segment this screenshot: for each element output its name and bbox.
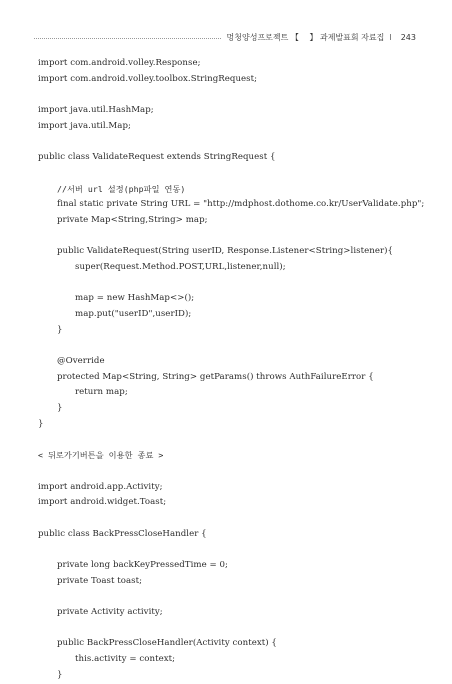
code-line (38, 542, 418, 558)
code-line (38, 589, 418, 605)
code-line (38, 87, 418, 103)
code-comment-line: < 뒤로가기버튼을 이용한 종료 > (38, 450, 164, 461)
header-separator: Ⅰ (389, 32, 392, 42)
code-line: map.put("userID",userID); (75, 309, 192, 319)
code-line: import android.app.Activity; (38, 481, 163, 492)
code-line: super(Request.Method.POST,URL,listener,null); (75, 261, 286, 272)
code-line: private Map<String,String> map; (57, 214, 208, 225)
code-line: import com.android.volley.toolbox.StringRequest; (38, 73, 258, 84)
page-header (34, 30, 416, 44)
code-comment-line: //서버 url 설정(php파일 연동) (57, 183, 186, 194)
code-line: public class BackPressCloseHandler { (38, 528, 207, 539)
code-line (38, 229, 418, 245)
code-line: import java.util.Map; (38, 120, 131, 131)
code-line: private long backKeyPressedTime = 0; (57, 560, 228, 570)
page-number: 243 (400, 32, 416, 42)
header-dotted-leader (34, 38, 221, 39)
code-line: import android.widget.Toast; (38, 497, 167, 508)
code-line (38, 338, 418, 354)
code-line: return map; (75, 387, 128, 398)
code-line: private Toast toast; (57, 575, 143, 586)
code-line: import java.util.HashMap; (38, 105, 154, 116)
code-line (38, 134, 418, 150)
code-line: } (38, 418, 44, 429)
code-line: public BackPressCloseHandler(Activity context) { (57, 638, 277, 649)
code-line (38, 433, 418, 449)
code-line: final static private String URL = "http://mdphost.dothome.co.kr/UserValidate.php"; (57, 199, 425, 210)
code-line (38, 166, 418, 182)
header-title: 멍청양성프로젝트 【 】 과제발표회 자료집 (226, 32, 385, 42)
code-line: map = new HashMap<>(); (75, 293, 195, 304)
code-line: } (57, 669, 63, 680)
code-line (38, 511, 418, 527)
code-block (38, 56, 425, 684)
code-line: public class ValidateRequest extends StringRequest { (38, 152, 276, 163)
code-line: } (57, 324, 63, 335)
code-line (38, 621, 418, 637)
code-line (38, 276, 418, 292)
code-line: this.activity = context; (75, 654, 176, 665)
code-line: protected Map<String, String> getParams() throws AuthFailureError { (57, 371, 374, 382)
code-line: import com.android.volley.Response; (38, 58, 201, 68)
code-line: public ValidateRequest(String userID, Response.Listener<String>listener){ (57, 246, 394, 257)
code-line: private Activity activity; (57, 607, 163, 618)
code-line: @Override (57, 356, 105, 367)
code-line: } (57, 403, 63, 414)
code-line (38, 464, 418, 480)
